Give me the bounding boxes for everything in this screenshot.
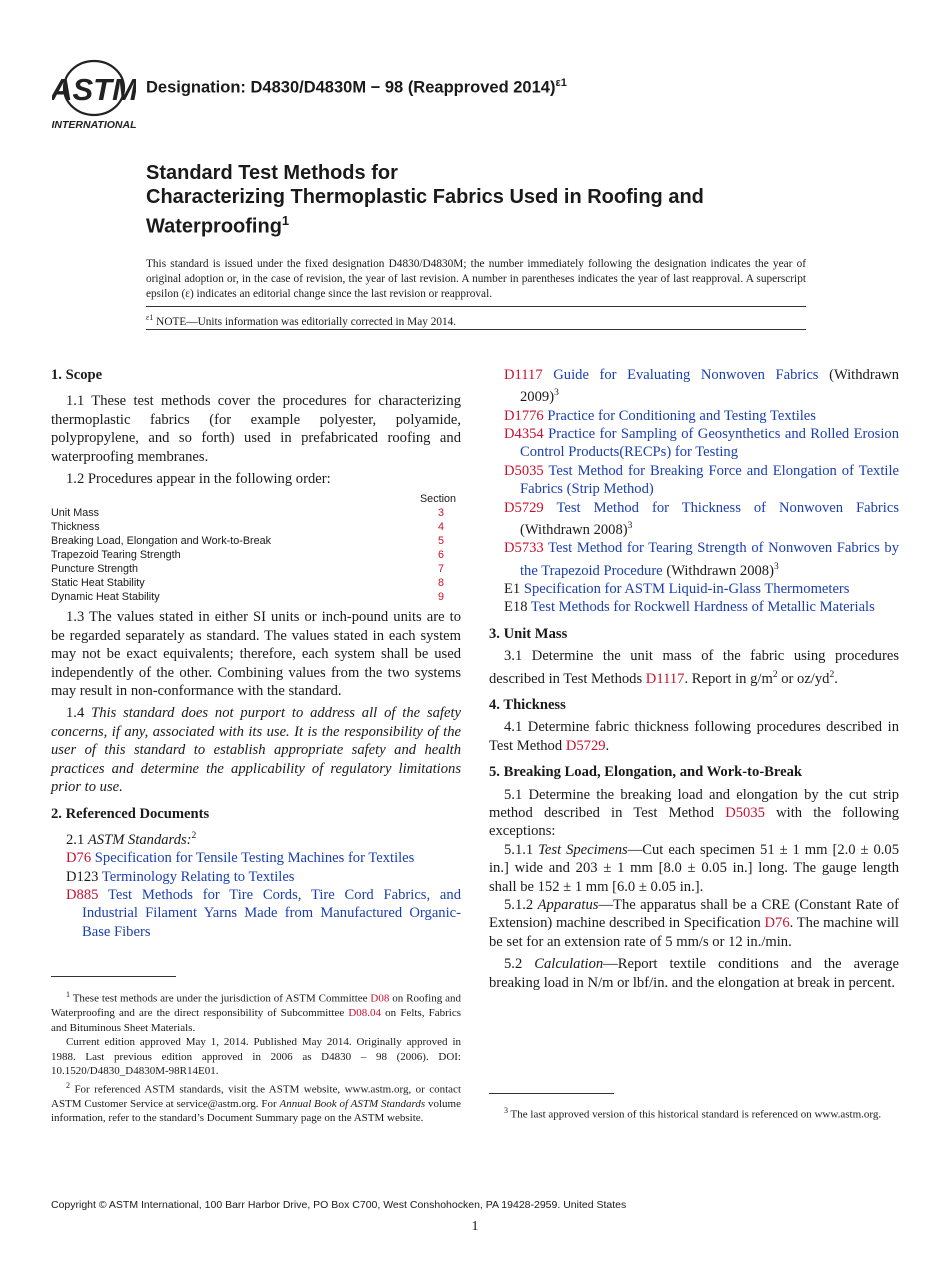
paragraph-5-1-2: 5.1.2 Apparatus—The apparatus shall be a CRE (Constant Rate of Extension) machine described in Specification D76. The machine will be set for an extension rate of 5 mm/s or 12 in./min.	[489, 897, 900, 950]
section-link[interactable]: 8	[437, 577, 444, 590]
section-link[interactable]: 5	[437, 535, 444, 548]
reference-code-link[interactable]: D5035	[725, 804, 765, 821]
footnotes-right	[489, 1104, 899, 1122]
reference-item	[51, 849, 461, 867]
intro-paragraph: This standard is issued under the fixed designation D4830/D4830M; the number immediately following the designation indicates the year of original adoption or, in the case of revision, the year of last revision. A number in parentheses indicates the year of last reapproval. A superscript epsilon (ε) indicates an editorial change since the last revision or reapproval.	[146, 258, 806, 300]
section-link[interactable]: 3	[437, 507, 444, 520]
logo-text: INTERNATIONAL	[52, 119, 136, 131]
reference-title-link[interactable]: Test Methods for Rockwell Hardness of Metallic Materials	[530, 599, 875, 616]
section-link[interactable]: 4	[437, 521, 444, 534]
reference-code-link[interactable]: D5733	[504, 540, 544, 557]
logo-letters: ASTM	[52, 72, 136, 107]
paragraph-1-1: 1.1 These test methods cover the procedures for characterizing thermoplastic fabrics (for example polyester, polyamide, polypropylene, and so forth) used in prefabricated roofing and waterproofing membranes.	[51, 393, 461, 465]
reference-code-link[interactable]: D5729	[504, 499, 544, 516]
right-column	[489, 366, 899, 992]
paragraph-1-3: 1.3 The values stated in either SI units or inch-pound units are to be regarded separately as standard. The values stated in each system may not be exact equivalents; therefore, each system shall be used independently of the other. Combining values from the two systems may result in non-conformance with the standard.	[51, 609, 461, 700]
page-number: 1	[471, 1219, 479, 1234]
reference-title-link[interactable]: Guide for Evaluating Nonwoven Fabrics	[553, 367, 819, 383]
reference-code-link[interactable]: D5035	[504, 462, 544, 479]
reference-title-link[interactable]: Specification for Tensile Testing Machines for Textiles	[94, 850, 415, 867]
paragraph-5-1-1: 5.1.1 Test Specimens—Cut each specimen 51 ± 1 mm [2.0 ± 0.05 in.] wide and 203 ± 1 mm [8.0 ± 0.05 in.] long. The gauge length shall be 152 ± 1 mm [6.0 ± 0.05 in.].	[489, 841, 900, 895]
table-row: Puncture Strength 7	[51, 562, 461, 576]
reference-title-link[interactable]: Practice for Sampling of Geosynthetics and Rolled Erosion Control Products(RECPs) for Testing	[520, 426, 899, 461]
reference-item: D1117 Guide for Evaluating Nonwoven Fabrics (Withdrawn 2009)$^3$	[504, 367, 900, 406]
committee-link[interactable]: D08	[370, 992, 390, 1005]
footnote-divider	[489, 1093, 614, 1094]
paragraph-1-2: 1.2 Procedures appear in the following order:	[66, 471, 331, 488]
reference-item: D5729 Test Method for Thickness of Nonwoven Fabrics (Withdrawn 2008)$^3$	[504, 499, 899, 538]
reference-code-link[interactable]: D4354	[504, 426, 544, 443]
editorial-note: $^{\varepsilon 1}$ NOTE—Units information was editorially corrected in May 2014.	[146, 313, 457, 328]
section-link[interactable]: 7	[437, 563, 444, 576]
divider	[146, 306, 806, 307]
reference-code-link[interactable]: D76	[764, 915, 790, 932]
reference-item	[489, 462, 899, 499]
section-link[interactable]: 9	[437, 591, 444, 604]
paragraph-5-2: 5.2 Calculation—Report textile conditions and the average breaking load in N/m or lbf/in. and the elongation at break in percent.	[489, 956, 900, 991]
reference-item	[51, 886, 461, 941]
reference-item	[489, 407, 899, 425]
section-link[interactable]: 6	[437, 549, 444, 562]
reference-title-link[interactable]: Specification for ASTM Liquid-in-Glass Thermometers	[523, 581, 850, 598]
footnote-1: $^1$ These test methods are under the jurisdiction of ASTM Committee D08 on Roofing and Waterproofing and are the direct responsibility of Subcommittee D08.04 on Felts, Fabrics and Bituminous Sheet Materials.	[51, 990, 461, 1034]
section-heading-scope: 1. Scope	[51, 367, 103, 383]
table-row: Trapezoid Tearing Strength 6	[51, 548, 461, 562]
procedure-order-table	[51, 492, 461, 604]
table-row: Thickness 4	[51, 520, 461, 534]
reference-code-link[interactable]: D1117	[645, 670, 685, 687]
reference-code-link[interactable]: D76	[66, 850, 92, 867]
section-heading-thickness: 4. Thickness	[489, 696, 566, 713]
subcommittee-link[interactable]: D08.04	[348, 1007, 382, 1020]
footnotes-left	[51, 988, 461, 1126]
astm-logo	[52, 58, 136, 132]
reference-item: E1 Specification for ASTM Liquid-in-Glass Thermometers	[504, 581, 850, 598]
table-row: Dynamic Heat Stability 9	[51, 590, 461, 604]
reference-title-link[interactable]: Test Method for Breaking Force and Elongation of Textile Fabrics (Strip Method)	[520, 462, 899, 498]
reference-item	[489, 425, 899, 462]
reference-code-link[interactable]: D885	[66, 886, 99, 903]
section-heading-referenced-documents: 2. Referenced Documents	[51, 805, 210, 822]
reference-title-link[interactable]: Test Methods for Tire Cords, Tire Cord Fabrics, and Industrial Filament Yarns Made from Manufactured Organic-Base Fibers	[82, 886, 461, 940]
paragraph-3-1: 3.1 Determine the unit mass of the fabric using procedures described in Test Methods D1117. Report in $g/m^2$ or $oz/yd^2$.	[489, 648, 899, 687]
reference-code-link[interactable]: D1776	[504, 407, 544, 424]
footnote-3: $^3$ The last approved version of this historical standard is referenced on www.astm.org.	[504, 1106, 882, 1121]
reference-title-link[interactable]: Test Method for Tearing Strength of Nonwoven Fabrics by the Trapezoid Procedure	[520, 540, 899, 579]
left-column	[51, 366, 461, 941]
reference-code-link[interactable]: D1117	[504, 367, 543, 383]
reference-title-link[interactable]: Practice for Conditioning and Testing Textiles	[547, 407, 816, 424]
divider	[146, 329, 806, 330]
section-heading-unit-mass: 3. Unit Mass	[489, 625, 568, 642]
paragraph-1-4: 1.4 This standard does not purport to address all of the safety concerns, if any, associated with its use. It is the responsibility of the user of this standard to establish appropriate safety and health practices and determine the applicability of regulatory limitations prior to use.	[51, 705, 461, 796]
footnote-1-edition: Current edition approved May 1, 2014. Published May 2014. Originally approved in 1988. Last previous edition approved in 2006 as D4830 – 98 (2006). DOI: 10.1520/D4830_D4830M-98R14E01.	[51, 1036, 461, 1078]
table-row: Breaking Load, Elongation and Work-to-Break 5	[51, 534, 461, 548]
reference-item: E18 Test Methods for Rockwell Hardness of Metallic Materials	[504, 599, 875, 616]
paragraph-5-1: 5.1 Determine the breaking load and elongation by the cut strip method described in Test Method D5035 with the following exceptions:	[489, 786, 899, 840]
copyright-line: Copyright © ASTM International, 100 Barr Harbor Drive, PO Box C700, West Conshohocken, PA 19428-2959. United States	[51, 1199, 627, 1211]
table-row: Unit Mass 3	[51, 506, 461, 520]
table-header: Section	[419, 493, 456, 506]
reference-title-link[interactable]: Terminology Relating to Textiles	[101, 868, 295, 885]
paragraph-2-1: 2.1 ASTM Standards:$^2$	[66, 830, 197, 848]
designation: Designation: D4830/D4830M − 98 (Reapproved 2014)$^{\varepsilon 1}$	[146, 77, 567, 97]
footnote-divider	[51, 976, 176, 977]
document-title: Standard Test Methods for Characterizing Thermoplastic Fabrics Used in Roofing and Waterproofing$^1$	[146, 162, 704, 238]
reference-item: D123 Terminology Relating to Textiles	[66, 868, 295, 885]
section-heading-breaking-load: 5. Breaking Load, Elongation, and Work-to-Break	[489, 764, 803, 781]
reference-code-link[interactable]: D5729	[565, 737, 606, 754]
paragraph-4-1: 4.1 Determine fabric thickness following procedures described in Test Method D5729.	[489, 719, 899, 754]
reference-title-link[interactable]: Test Method for Thickness of Nonwoven Fabrics	[556, 499, 899, 516]
reference-item: D5733 Test Method for Tearing Strength of Nonwoven Fabrics by the Trapezoid Procedure (Withdrawn 2008)$^3$	[504, 540, 899, 579]
footnote-2: $^2$ For referenced ASTM standards, visit the ASTM website, www.astm.org, or contact ASTM Customer Service at service@astm.org. For Annual Book of ASTM Standards volume information, refer to the standard’s Document Summary page on the ASTM website.	[51, 1080, 461, 1125]
table-row: Static Heat Stability 8	[51, 576, 461, 590]
